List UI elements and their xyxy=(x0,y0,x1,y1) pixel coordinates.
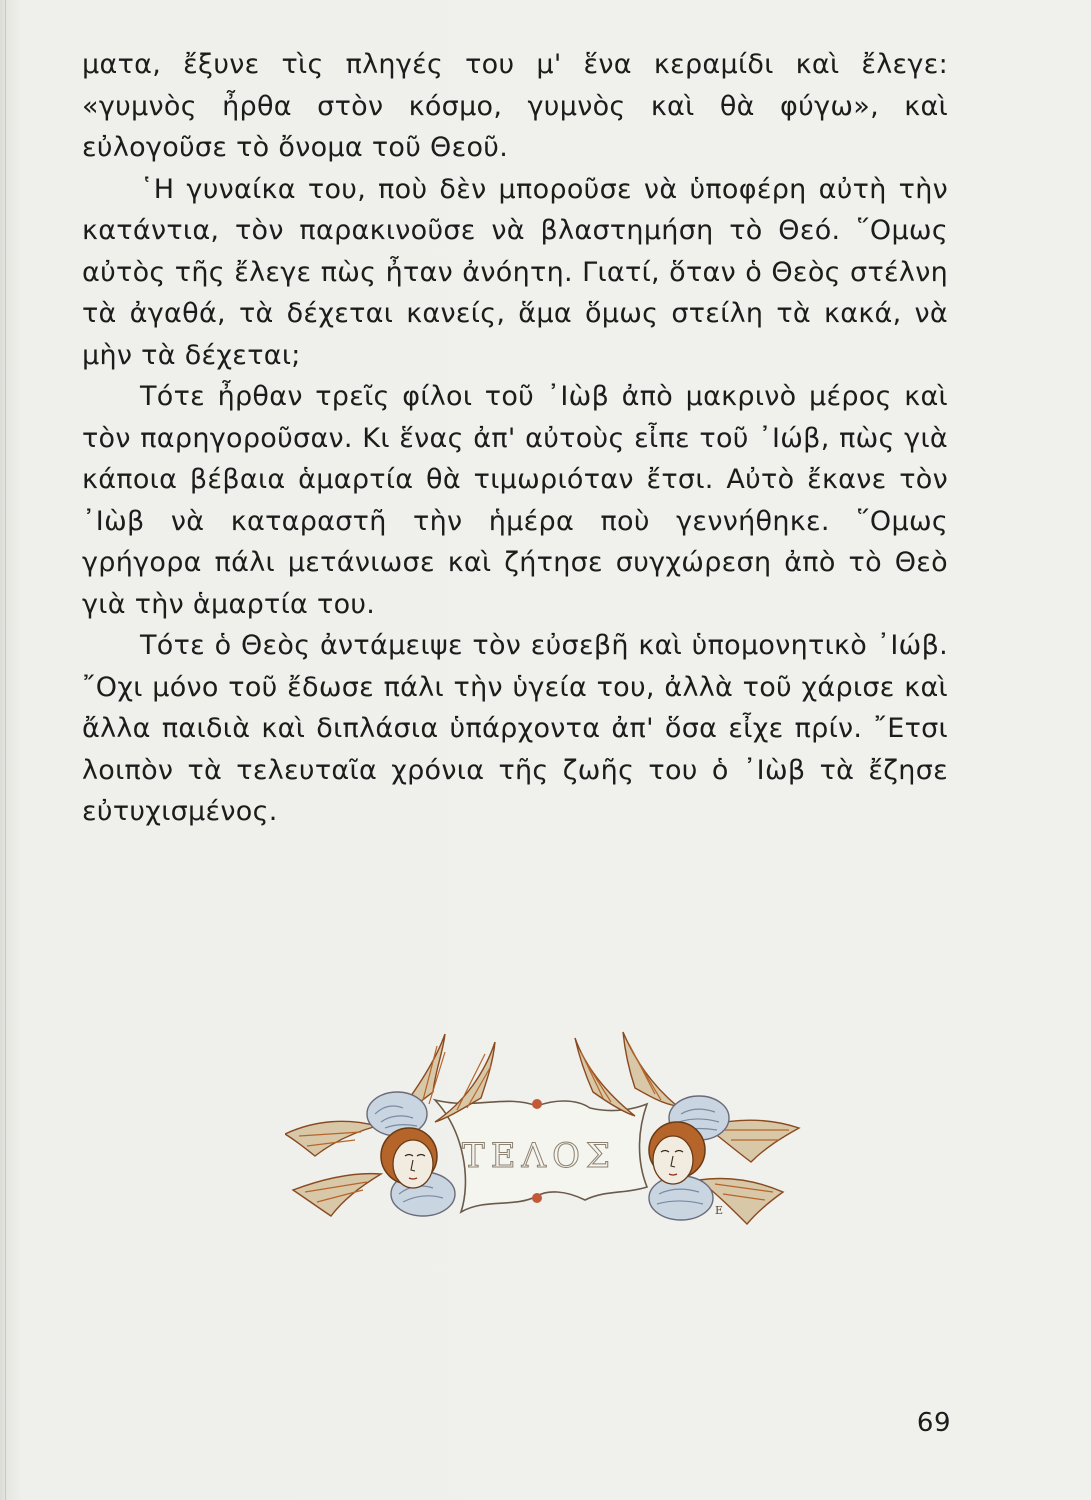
artist-signature: Ε xyxy=(715,1204,724,1217)
page-number: 69 xyxy=(916,1408,951,1438)
page-gutter xyxy=(5,0,6,1500)
angels-vignette xyxy=(285,1022,815,1252)
banner-text: ΤΕΛΟΣ xyxy=(462,1136,616,1176)
paragraph: Τότε ὁ Θεὸς ἀντάμειψε τὸν εὐσεβῆ καὶ ὑπομονητικὸ ᾿Ιώβ. ῎Οχι μόνο τοῦ ἔδωσε πάλι τὴν ὑγεία του, ἀλλὰ τοῦ χάρισε καὶ ἄλλα παιδιὰ καὶ διπλάσια ὑπάρχοντα ἀπ' ὅσα εἶχε πρίν. ῎Ετσι λοιπὸν τὰ τελευταῖα χρόνια τῆς ζωῆς του ὁ ᾿Ιὼβ τὰ ἔζησε εὐτυχισμένος. xyxy=(82,630,948,827)
banner xyxy=(435,1099,647,1212)
paragraph: Τότε ἦρθαν τρεῖς φίλοι τοῦ ᾿Ιὼβ ἀπὸ μακρινὸ μέρος καὶ τὸν παρηγοροῦσαν. Κι ἕνας ἀπ' αὐτοὺς εἶπε τοῦ ᾿Ιώβ, πὼς γιὰ κάποια βέβαια ἁμαρτία θὰ τιμωριόταν ἔτσι. Αὐτὸ ἔκανε τὸν ᾿Ιὼβ νὰ καταραστῆ τὴν ἡμέρα ποὺ γεννήθηκε. ῞Ομως γρήγορα πάλι μετάνιωσε καὶ ζήτησε συγχώρεση ἀπὸ τὸ Θεὸ γιὰ τὴν ἁμαρτία του. xyxy=(82,381,948,620)
paragraph: ῾Η γυναίκα του, ποὺ δὲν μποροῦσε νὰ ὑποφέρη αὐτὴ τὴν κατάντια, τὸν παρακινοῦσε νὰ βλαστημήση τὸ Θεό. ῞Ομως αὐτὸς τῆς ἔλεγε πὼς ἦταν ἀνόητη. Γιατί, ὅταν ὁ Θεὸς στέλνη τὰ ἀγαθά, τὰ δέχεται κανείς, ἅμα ὅμως στείλη τὰ κακά, νὰ μὴν τὰ δέχεται; xyxy=(82,173,948,371)
paragraph: ματα, ἔξυνε τὶς πληγές του μ' ἕνα κεραμίδι καὶ ἔλεγε: «γυμνὸς ἦρθα στὸν κόσμο, γυμνὸς καὶ θὰ φύγω», καὶ εὐλογοῦσε τὸ ὄνομα τοῦ Θεοῦ. xyxy=(82,49,948,163)
body-text xyxy=(82,44,948,833)
